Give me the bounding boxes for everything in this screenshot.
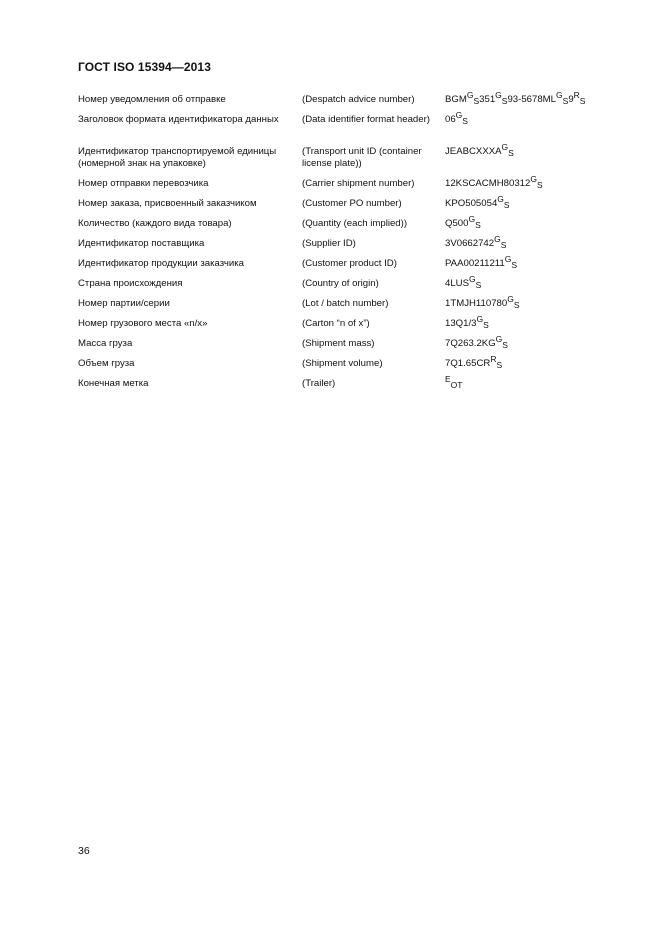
field-name-en: (Shipment mass) <box>302 338 375 349</box>
field-name-ru: Идентификатор транспортируемой единицы (номерной знак на упаковке) <box>78 146 277 169</box>
value-text: JEABCXXXA <box>445 146 502 157</box>
encoded-value <box>445 354 503 370</box>
field-name-en: (Despatch advice number) <box>302 94 415 105</box>
control-char-superscript: G <box>495 334 503 344</box>
value-text: PAA00211211 <box>445 258 505 269</box>
value-text: 351 <box>479 94 496 105</box>
control-char-superscript: G <box>497 194 504 204</box>
value-text: 1TMJH110780 <box>445 298 508 309</box>
control-char-superscript: G <box>476 314 484 324</box>
table-row <box>78 234 598 254</box>
field-name-en: (Carton “n of x”) <box>302 318 370 329</box>
field-name-ru: Номер уведомления об отправке <box>78 94 226 105</box>
encoded-value <box>445 234 507 250</box>
table-row <box>78 254 598 274</box>
control-char-subscript: S <box>500 240 507 250</box>
value-text: BGM <box>445 94 467 105</box>
value-text: 4LUS <box>445 278 469 289</box>
value-text: 7Q1.65CR <box>445 358 491 369</box>
field-name-en: (Shipment volume) <box>302 358 383 369</box>
encoded-value <box>445 174 543 190</box>
control-char-superscript: G <box>494 234 501 244</box>
control-char-subscript: S <box>536 180 543 190</box>
encoded-value <box>445 334 508 350</box>
control-char-subscript: S <box>579 96 586 106</box>
encoded-value <box>445 254 518 270</box>
table-row <box>78 142 598 174</box>
value-text: 06 <box>445 114 456 125</box>
control-char-subscript: S <box>475 220 481 230</box>
control-char-superscript: G <box>468 214 476 224</box>
control-char-subscript: S <box>496 360 503 370</box>
field-name-ru: Заголовок формата идентификатора данных <box>78 114 279 125</box>
field-name-ru: Номер отправки перевозчика <box>78 178 209 189</box>
encoded-value <box>445 274 482 290</box>
field-name-en: (Customer PO number) <box>302 198 402 209</box>
field-name-en: (Supplier ID) <box>302 238 356 249</box>
table-row <box>78 110 598 142</box>
control-char-superscript: G <box>469 274 476 284</box>
field-name-ru: Идентификатор продукции заказчика <box>78 258 244 269</box>
control-char-superscript: R <box>573 90 580 100</box>
field-name-ru: Номер грузового места «n/x» <box>78 318 208 329</box>
control-char-subscript: S <box>511 260 518 270</box>
control-char-subscript: S <box>508 148 514 158</box>
control-char-subscript: S <box>483 320 489 330</box>
encoded-value <box>445 194 510 210</box>
control-char-superscript: G <box>455 110 463 120</box>
value-text: 7Q263.2KG <box>445 338 496 349</box>
control-char-subscript: S <box>473 96 480 106</box>
field-name-en: (Data identifier format header) <box>302 114 430 125</box>
field-name-ru: Идентификатор поставщика <box>78 238 205 249</box>
control-char-superscript: G <box>501 142 509 152</box>
value-text: 13Q1/3 <box>445 318 477 329</box>
control-char-subscript: S <box>501 96 508 106</box>
field-name-ru: Масса груза <box>78 338 133 349</box>
control-char-subscript: O <box>450 380 458 390</box>
field-name-en: (Carrier shipment number) <box>302 178 415 189</box>
table-row <box>78 334 598 354</box>
control-char-superscript: G <box>556 90 563 100</box>
table-row <box>78 314 598 334</box>
control-char-superscript: E <box>445 374 451 384</box>
control-char-superscript: G <box>504 254 512 264</box>
control-char-subscript: T <box>457 380 463 390</box>
value-text: 93-5678ML <box>507 94 557 105</box>
field-name-en: (Trailer) <box>302 378 336 389</box>
control-char-subscript: S <box>513 300 520 310</box>
control-char-superscript: G <box>466 90 474 100</box>
table-row <box>78 214 598 234</box>
value-text: Q500 <box>445 218 469 229</box>
table-row <box>78 194 598 214</box>
field-name-ru: Страна происхождения <box>78 278 183 289</box>
field-name-ru: Конечная метка <box>78 378 149 389</box>
document-header: ГОСТ ISO 15394—2013 <box>78 60 211 74</box>
encoded-value <box>445 214 481 230</box>
field-name-en: (Customer product ID) <box>302 258 397 269</box>
table-row <box>78 90 598 110</box>
field-name-ru: Номер партии/серии <box>78 298 170 309</box>
encoded-value <box>445 110 468 126</box>
encoded-value <box>445 142 514 158</box>
encoded-value <box>445 294 520 310</box>
control-char-subscript: S <box>562 96 569 106</box>
control-char-superscript: G <box>507 294 514 304</box>
control-char-superscript: G <box>495 90 502 100</box>
field-name-ru: Номер заказа, присвоенный заказчиком <box>78 198 257 209</box>
encoded-value <box>445 314 489 330</box>
table-row <box>78 174 598 194</box>
control-char-subscript: S <box>475 280 482 290</box>
page-number: 36 <box>78 845 90 857</box>
value-text: 9 <box>568 94 574 105</box>
value-text: KPO505054 <box>445 198 498 209</box>
control-char-subscript: S <box>503 200 510 210</box>
table-row <box>78 354 598 374</box>
table-row <box>78 294 598 314</box>
field-name-ru: Объем груза <box>78 358 135 369</box>
value-text: 3V0662742 <box>445 238 495 249</box>
field-name-en: (Quantity (each implied)) <box>302 218 408 229</box>
encoded-value <box>445 90 586 106</box>
control-char-superscript: R <box>490 354 497 364</box>
field-name-en: (Transport unit ID (container license plate)) <box>302 146 422 169</box>
field-name-en: (Country of origin) <box>302 278 379 289</box>
field-name-en: (Lot / batch number) <box>302 298 389 309</box>
control-char-superscript: G <box>530 174 537 184</box>
table-row <box>78 374 598 394</box>
value-text: 12KSCACMH80312 <box>445 178 531 189</box>
table-row <box>78 274 598 294</box>
control-char-subscript: S <box>502 340 508 350</box>
encoded-value <box>445 374 463 390</box>
control-char-subscript: S <box>462 116 468 126</box>
field-name-ru: Количество (каждого вида товара) <box>78 218 232 229</box>
